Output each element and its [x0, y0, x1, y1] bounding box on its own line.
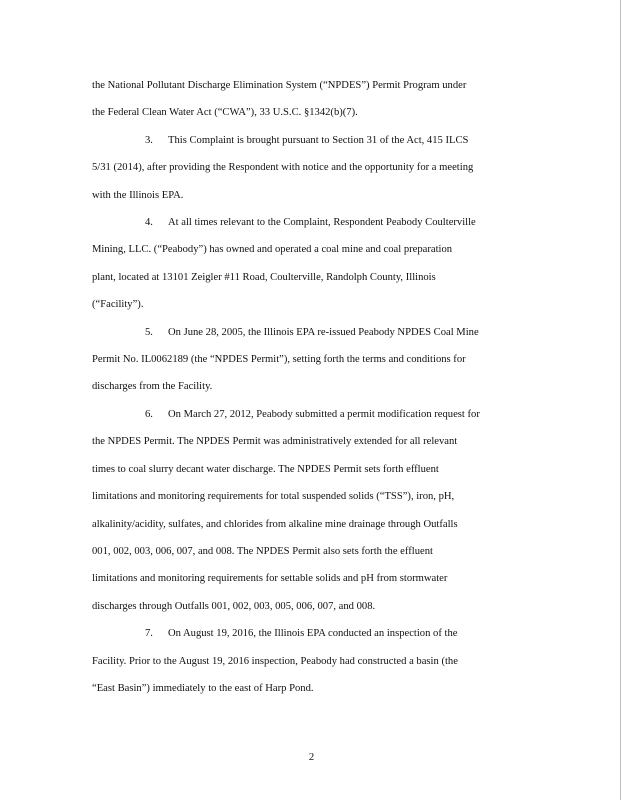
text-line: discharges from the Facility. — [92, 381, 213, 393]
text-line: Permit No. IL0062189 (the “NPDES Permit”), setting forth the terms and conditions for — [92, 354, 466, 366]
text-line: 001, 002, 003, 006, 007, and 008. The NPDES Permit also sets forth the effluent — [92, 545, 433, 557]
text-line: This Complaint is brought pursuant to Section 31 of the Act, 415 ILCS — [168, 134, 469, 146]
text-line-first — [92, 127, 562, 154]
paragraph-4 — [92, 209, 562, 319]
text-line: times to coal slurry decant water discharge. The NPDES Permit sets forth effluent — [92, 463, 439, 475]
text-line: 5/31 (2014), after providing the Respondent with notice and the opportunity for a meeting — [92, 162, 474, 174]
text-line: Mining, LLC. (“Peabody”) has owned and operated a coal mine and coal preparation — [92, 244, 453, 256]
paragraph-number: 5. — [145, 326, 153, 338]
text-line: On June 28, 2005, the Illinois EPA re-issued Peabody NPDES Coal Mine — [168, 326, 479, 338]
page-edge-line — [620, 0, 621, 800]
text-line: discharges through Outfalls 001, 002, 003, 005, 006, 007, and 008. — [92, 600, 376, 612]
text-line: plant, located at 13101 Zeigler #11 Road, Coulterville, Randolph County, Illinois — [92, 271, 436, 283]
text-line: “East Basin”) immediately to the east of Harp Pond. — [92, 682, 314, 694]
text-line-first — [92, 319, 562, 346]
paragraph-3 — [92, 127, 562, 209]
paragraph-5 — [92, 319, 562, 401]
text-line: the Federal Clean Water Act (“CWA”), 33 U.S.C. §1342(b)(7). — [92, 107, 358, 119]
text-line: limitations and monitoring requirements for total suspended solids (“TSS”), iron, pH, — [92, 491, 455, 503]
text-line-first — [92, 401, 562, 428]
text-line: limitations and monitoring requirements for settable solids and pH from stormwater — [92, 573, 448, 585]
text-line: the NPDES Permit. The NPDES Permit was administratively extended for all relevant — [92, 436, 458, 448]
page-number: 2 — [308, 752, 315, 763]
text-line-first — [92, 209, 562, 236]
text-line: On August 19, 2016, the Illinois EPA conducted an inspection of the — [168, 628, 458, 640]
paragraph-number: 6. — [145, 408, 153, 420]
text-line: (“Facility”). — [92, 299, 144, 311]
paragraph-number: 3. — [145, 134, 153, 146]
text-line: Facility. Prior to the August 19, 2016 inspection, Peabody had constructed a basin (the — [92, 655, 458, 667]
text-line: On March 27, 2012, Peabody submitted a permit modification request for — [168, 408, 480, 420]
paragraph-continuation — [92, 72, 562, 127]
paragraph-6 — [92, 401, 562, 620]
text-line: alkalinity/acidity, sulfates, and chlorides from alkaline mine drainage through Outfalls — [92, 518, 458, 530]
text-line: the National Pollutant Discharge Elimination System (“NPDES”) Permit Program under — [92, 80, 467, 91]
text-line: At all times relevant to the Complaint, Respondent Peabody Coulterville — [168, 217, 476, 229]
paragraph-7 — [92, 620, 562, 702]
paragraph-number: 7. — [145, 628, 153, 640]
document-body — [92, 72, 562, 702]
text-line: with the Illinois EPA. — [92, 189, 184, 201]
text-line-first — [92, 620, 562, 647]
paragraph-number: 4. — [145, 217, 153, 229]
